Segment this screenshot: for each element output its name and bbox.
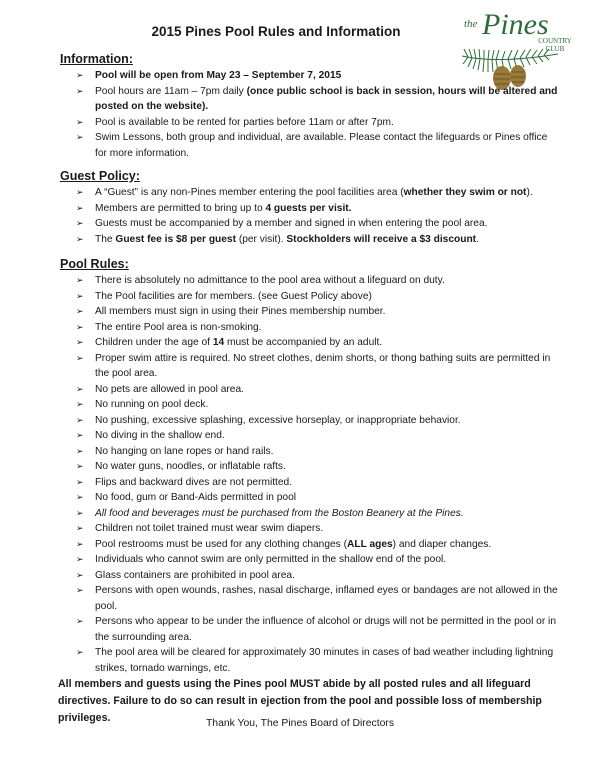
list-item (60, 232, 560, 248)
text-run: The Pool facilities are for members. (see Guest Policy above) (95, 290, 372, 302)
text-run: Pool restrooms must be used for any clothing changes ( (95, 538, 347, 550)
text-run: Proper swim attire is required. No street clothes, denim shorts, or thong bathing suits are permitted in the pool area. (95, 352, 551, 379)
list-item-text (95, 585, 558, 612)
arrow-bullet-icon: ➢ (76, 616, 84, 626)
arrow-bullet-icon: ➢ (76, 85, 84, 96)
text-run: The pool area will be cleared for approximately 30 minutes in cases of bad weather including lightning strikes, tornado warnings, etc. (95, 647, 554, 674)
thank-you-signoff: Thank You, The Pines Board of Directors (205, 718, 395, 729)
list-item (60, 304, 560, 320)
list-item (60, 552, 560, 568)
text-run: ALL ages (347, 538, 393, 550)
text-run: No running on pool deck. (95, 399, 209, 410)
logo-subtitle: COUNTRY CLUB (538, 37, 572, 53)
list-item-text (95, 539, 491, 550)
text-run: (once public school is back in session, hours will be altered and posted on the website). (95, 85, 558, 112)
list-item (60, 537, 560, 553)
text-run: ) and diaper changes. (392, 538, 492, 550)
arrow-bullet-icon: ➢ (76, 492, 84, 502)
guest-policy-list (60, 185, 560, 247)
list-item (60, 201, 560, 217)
arrow-bullet-icon: ➢ (76, 585, 84, 595)
list-item-text (95, 415, 461, 426)
text-run: Children under the age of (95, 337, 213, 348)
list-item (60, 506, 560, 522)
arrow-bullet-icon: ➢ (76, 202, 84, 213)
list-item-text (95, 523, 323, 534)
text-run: Pool is available to be rented for parties before 11am or after 7pm. (95, 116, 394, 128)
list-item-text (95, 132, 547, 159)
text-run: All food and beverages must be purchased from the Boston Beanery at the Pines. (95, 507, 464, 519)
arrow-bullet-icon: ➢ (76, 218, 84, 228)
list-item (60, 68, 560, 84)
arrow-bullet-icon: ➢ (76, 132, 84, 142)
text-run: whether they swim or not (403, 187, 527, 198)
list-item (60, 428, 560, 444)
arrow-bullet-icon: ➢ (76, 187, 84, 197)
text-run: Pool will be open from May 23 – September 7, 2015 (95, 70, 342, 81)
text-run: No water guns, noodles, or inflatable rafts. (95, 461, 286, 472)
arrow-bullet-icon: ➢ (76, 461, 84, 471)
list-item (60, 397, 560, 413)
text-run: No pushing, excessive splashing, excessive horseplay, or inappropriate behavior. (95, 414, 461, 426)
text-run: 4 guests per visit. (265, 202, 352, 214)
footer-notice: All members and guests using the Pines pool MUST abide by all posted rules and all lifeguard directives. Failure to do so can result in ejection from the pool and possible loss of membership privileges. (58, 678, 542, 724)
arrow-bullet-icon: ➢ (76, 321, 84, 332)
list-item-text (95, 306, 385, 317)
list-item (60, 521, 560, 537)
text-run: Children not toilet trained must wear swim diapers. (95, 523, 324, 534)
text-run: Persons who appear to be under the influence of alcohol or drugs will not be permitted in the pool or in the surrounding area. (95, 616, 556, 643)
list-item (60, 185, 560, 201)
arrow-bullet-icon: ➢ (76, 647, 84, 657)
list-item (60, 459, 560, 475)
list-item (60, 351, 560, 382)
list-item-text (95, 430, 225, 441)
arrow-bullet-icon: ➢ (76, 476, 84, 487)
text-run: Guest fee is $8 per guest (115, 233, 236, 245)
list-item-text (95, 218, 487, 229)
text-run: (per visit). (236, 233, 287, 245)
text-run: Persons with open wounds, rashes, nasal discharge, inflamed eyes or bandages are not allowed in the pool. (95, 585, 558, 612)
arrow-bullet-icon: ➢ (76, 306, 84, 316)
list-item (60, 273, 560, 289)
arrow-bullet-icon: ➢ (76, 337, 84, 347)
list-item (60, 568, 560, 584)
page-title: 2015 Pines Pool Rules and Information (151, 24, 401, 39)
text-run: Members are permitted to bring up to (95, 202, 266, 214)
list-item-text (95, 275, 445, 286)
logo-the: the (464, 18, 478, 30)
text-run: Flips and backward dives are not permitted. (95, 476, 293, 488)
arrow-bullet-icon: ➢ (76, 399, 84, 409)
arrow-bullet-icon: ➢ (76, 414, 84, 425)
arrow-bullet-icon: ➢ (76, 290, 84, 301)
list-item-text (95, 492, 296, 503)
text-run: No hanging on lane ropes or hand rails. (95, 445, 274, 457)
list-item (60, 115, 560, 131)
list-item-text (95, 187, 533, 198)
list-item-text (95, 384, 244, 395)
arrow-bullet-icon: ➢ (76, 70, 84, 80)
guest-policy-heading: Guest Policy: (60, 169, 140, 183)
list-item (60, 130, 560, 161)
arrow-bullet-icon: ➢ (76, 554, 84, 564)
text-run: 14 (212, 337, 225, 348)
arrow-bullet-icon: ➢ (76, 383, 84, 394)
list-item (60, 320, 560, 336)
text-run: No diving in the shallow end. (95, 430, 225, 441)
text-run: Stockholders will receive a $3 discount (286, 233, 477, 245)
information-list (60, 68, 560, 161)
text-run: Glass containers are prohibited in pool area. (95, 569, 295, 581)
arrow-bullet-icon: ➢ (76, 430, 84, 440)
logo-pines: Pines (482, 8, 549, 41)
list-item-text (95, 117, 394, 128)
list-item (60, 583, 560, 614)
arrow-bullet-icon: ➢ (76, 445, 84, 456)
text-run: A “Guest” is any non-Pines member entering the pool facilities area ( (95, 187, 404, 198)
list-item-text (95, 647, 553, 674)
text-run: No food, gum or Band-Aids permitted in pool (95, 492, 297, 503)
list-item-text (95, 446, 273, 457)
text-run: Pool hours are 11am – 7pm daily (95, 85, 247, 97)
list-item (60, 475, 560, 491)
arrow-bullet-icon: ➢ (76, 233, 84, 244)
list-item-text (95, 291, 372, 302)
list-item-text (95, 508, 464, 519)
list-item-text (95, 399, 208, 410)
list-item-text (95, 570, 295, 581)
pool-rules-list (60, 273, 560, 676)
list-item-text (95, 70, 341, 81)
list-item (60, 216, 560, 232)
arrow-bullet-icon: ➢ (76, 507, 84, 518)
text-run: The entire Pool area is non-smoking. (95, 321, 262, 333)
list-item-text (95, 203, 352, 214)
list-item-text (95, 86, 557, 113)
text-run: Swim Lessons, both group and individual, are available. Please contact the lifeguards or Pines office for more information. (95, 132, 548, 159)
list-item-text (95, 337, 382, 348)
text-run: The (95, 233, 116, 245)
text-run: . (476, 233, 479, 245)
text-run: All members must sign in using their Pines membership number. (95, 306, 386, 317)
arrow-bullet-icon: ➢ (76, 569, 84, 580)
arrow-bullet-icon: ➢ (76, 275, 84, 285)
list-item-text (95, 322, 261, 333)
arrow-bullet-icon: ➢ (76, 523, 84, 533)
list-item (60, 289, 560, 305)
text-run: Individuals who cannot swim are only permitted in the shallow end of the pool. (95, 554, 447, 565)
arrow-bullet-icon: ➢ (76, 352, 84, 363)
text-run: ). (526, 187, 533, 198)
text-run: There is absolutely no admittance to the pool area without a lifeguard on duty. (95, 275, 445, 286)
list-item-text (95, 616, 556, 643)
text-run: No pets are allowed in pool area. (95, 383, 244, 395)
list-item-text (95, 234, 479, 245)
list-item (60, 413, 560, 429)
list-item (60, 84, 560, 115)
list-item (60, 335, 560, 351)
list-item-text (95, 477, 292, 488)
list-item (60, 645, 560, 676)
arrow-bullet-icon: ➢ (76, 538, 84, 549)
text-run: must be accompanied by an adult. (224, 337, 383, 348)
list-item (60, 490, 560, 506)
list-item (60, 444, 560, 460)
list-item (60, 614, 560, 645)
text-run: Guests must be accompanied by a member and signed in when entering the pool area. (95, 218, 488, 229)
information-heading: Information: (60, 52, 133, 66)
list-item-text (95, 353, 550, 380)
list-item-text (95, 554, 446, 565)
list-item-text (95, 461, 286, 472)
pool-rules-heading: Pool Rules: (60, 257, 129, 271)
arrow-bullet-icon: ➢ (76, 116, 84, 127)
list-item (60, 382, 560, 398)
